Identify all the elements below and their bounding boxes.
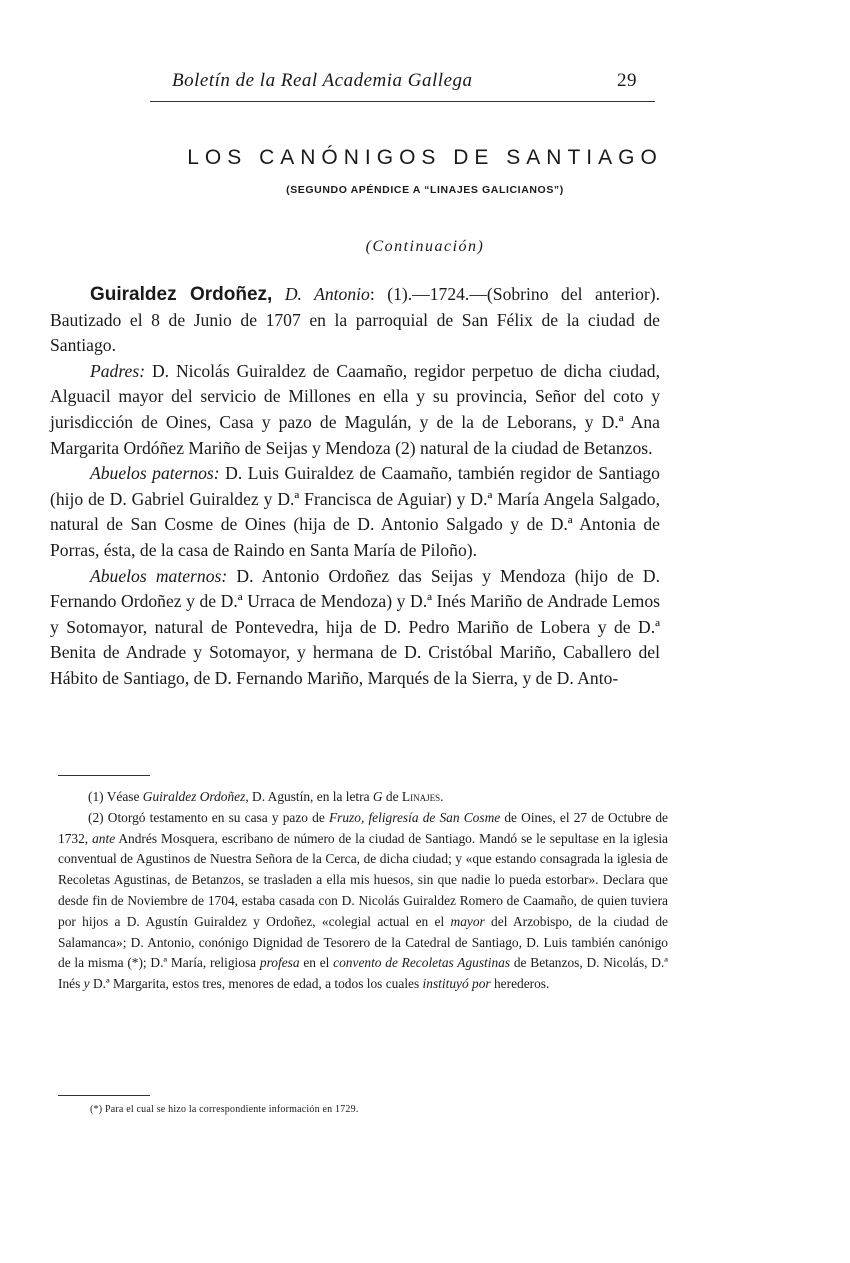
maternos-paragraph <box>50 564 660 692</box>
subnote: (*) Para el cual se hizo la correspondiente información en 1729. <box>90 1104 359 1115</box>
subnote-rule <box>58 1095 150 1096</box>
header-rule <box>150 101 655 102</box>
entry-name: Guiraldez Ordoñez, <box>90 284 273 305</box>
journal-title: Boletín de la Real Academia Gallega <box>172 70 473 91</box>
maternos-text: D. Antonio Ordoñez das Seijas y Mendoza (hijo de D. Fernando Ordoñez y de D.ª Urraca de Mendoza) y D.ª Inés Mariño de Andrade Lemos y Sotomayor, natural de Pontevedra, hija de D. Pedro Mariño de Lobera y de D.ª Benita de Andrade y Sotomayor, y hermana de D. Cristóbal Mariño, Caballero del Hábito de Santiago, de D. Fernando Mariño, Marqués de la Sierra, y de D. Anto- <box>50 565 660 688</box>
fn2-italic: instituyó por <box>422 976 491 992</box>
entry-paragraph <box>50 282 660 359</box>
fn2-italic: y <box>83 976 90 992</box>
footnote-rule <box>58 775 150 776</box>
fn2-text: en el <box>299 955 334 971</box>
body-text <box>50 282 660 692</box>
fn2-text: de Betanzos, D. Nicolás, D.ª Inés <box>58 955 668 992</box>
footnotes <box>58 787 668 995</box>
article-subtitle: (SEGUNDO APÉNDICE A “LINAJES GALICIANOS”) <box>286 184 564 196</box>
fn2-italic: convento de Recoletas Agustinas <box>333 955 511 971</box>
article-title: LOS CANÓNIGOS DE SANTIAGO <box>187 146 663 169</box>
fn1-italic: Guiraldez Ordoñez <box>142 789 246 804</box>
entry-intro: : (1).—1724.—(Sobrino del anterior). Bautizado el 8 de Junio de 1707 en la parroquial de San Félix de la ciudad de Santiago. <box>50 284 660 356</box>
footnote-2 <box>58 808 668 995</box>
fn2-italic: ante <box>92 830 116 846</box>
fn2-text: (2) Otorgó testamento en su casa y pazo de <box>88 809 329 825</box>
fn1-smallcaps: Linajes. <box>401 789 444 804</box>
fn2-text: del Arzobispo, de la ciudad de Salamanca»; D. Antonio, conónigo Dignidad de Tesorero de la Catedral de Santiago, D. Luis también canónigo de la misma (*); D.ª María, religiosa <box>58 913 668 971</box>
fn2-text: herederos. <box>490 976 550 992</box>
paternos-paragraph <box>50 461 660 563</box>
continuation-label: (Continuación) <box>365 238 485 255</box>
padres-label: Padres: <box>90 360 146 381</box>
fn1-letter: G <box>372 789 383 804</box>
page-number: 29 <box>617 70 637 91</box>
fn2-text: de Oines, el 27 de Octubre de 1732, <box>58 809 668 846</box>
fn2-italic: profesa <box>259 955 300 971</box>
padres-paragraph <box>50 359 660 461</box>
fn1-text: (1) Véase <box>88 789 143 804</box>
fn2-text: D.ª Margarita, estos tres, menores de edad, a todos los cuales <box>89 976 423 992</box>
fn2-text: Andrés Mosquera, escribano de número de la ciudad de Santiago. Mandó se le sepultase en la iglesia conventual de Agustinos de Nuestra Señora de la Cerca, de dicha ciudad; y «que estando consagrada la iglesia de Recoletas Agustinas, de Betanzos, se trasladen a ella mis huesos, sin que nadie lo pueda estorbar». Declara que desde fin de Noviembre de 1704, estaba casada con D. Nicolás Guiraldez Romero de Caamaño, de quien tuviera por hijos a D. Agustín Guiraldez y Ordoñez, «colegial actual en el <box>58 830 669 929</box>
fn1-text: , D. Agustín, en la letra <box>245 789 373 804</box>
maternos-label: Abuelos maternos: <box>90 565 228 586</box>
fn2-italic: mayor <box>450 913 485 929</box>
footnote-1 <box>58 787 668 808</box>
paternos-label: Abuelos paternos: <box>90 463 220 484</box>
fn1-text: de <box>382 789 402 804</box>
fn2-italic: Fruzo, feligresía de San Cosme <box>328 809 501 825</box>
entry-given-name: D. Antonio <box>284 284 370 304</box>
padres-text: D. Nicolás Guiraldez de Caamaño, regidor perpetuo de dicha ciudad, Alguacil mayor del servicio de Millones en ella y su provincia, Señor del coto y jurisdicción de Oines, Casa y pazo de Magulán, y de la de Leborans, y D.ª Ana Margarita Ordóñez Mariño de Seijas y Mendoza (2) natural de la ciudad de Betanzos. <box>50 360 660 458</box>
paternos-text: D. Luis Guiraldez de Caamaño, también regidor de Santiago (hijo de D. Gabriel Guiraldez y D.ª Francisca de Aguiar) y D.ª María Angela Salgado, natural de San Cosme de Oines (hija de D. Antonio Salgado y de D.ª Antonia de Porras, ésta, de la casa de Raindo en Santa María de Piloño). <box>50 463 660 560</box>
